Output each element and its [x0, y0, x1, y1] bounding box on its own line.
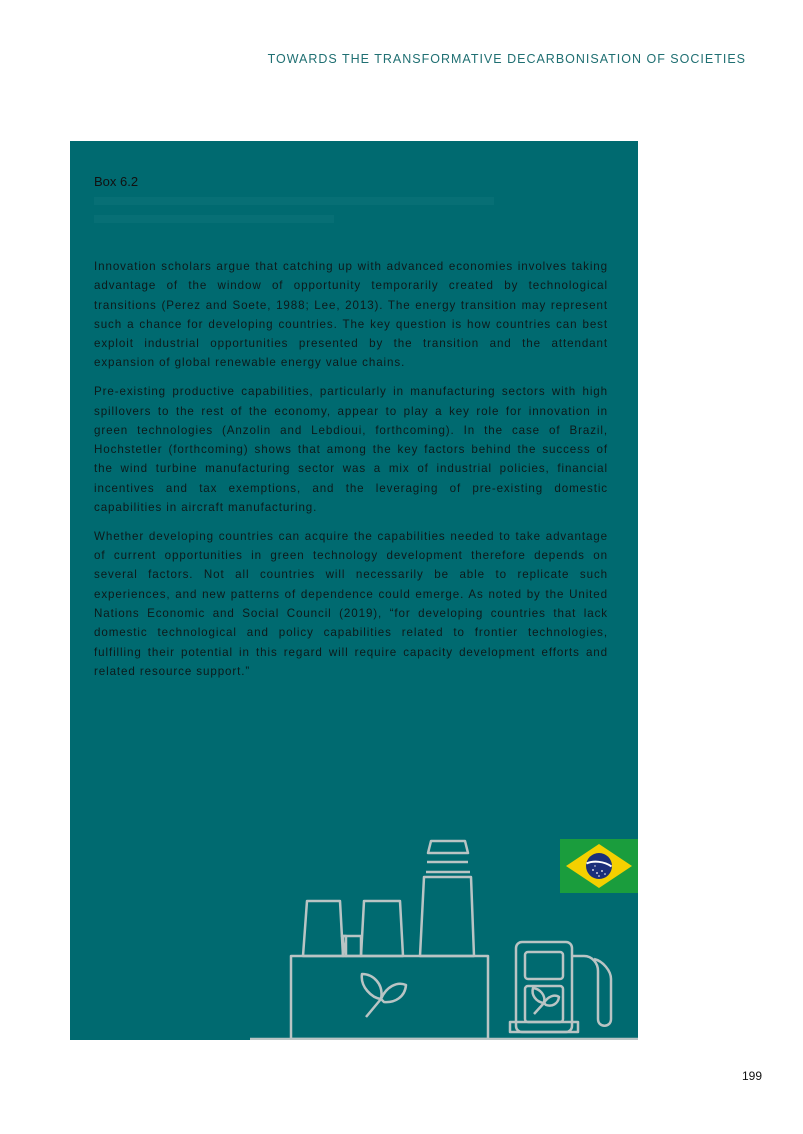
box-paragraph-1: Innovation scholars argue that catching up with advanced economies involves taking advantage of the window of opportunity temporarily created by technological transitions (Perez and Soete, 1988; Lee, 2013). The energy transition may represent such a chance for developing countries. The key question is how countries can best exploit industrial opportunities presented by the transition and the attendant expansion of global renewable energy value chains.	[94, 260, 608, 370]
running-header: TOWARDS THE TRANSFORMATIVE DECARBONISATION OF SOCIETIES	[267, 52, 746, 66]
industry-illustration	[70, 141, 638, 1040]
factory-icon	[291, 841, 488, 1039]
box-6-2	[70, 141, 638, 1040]
leaf-icon	[362, 974, 406, 1017]
brazil-flag-icon	[560, 839, 638, 893]
fuel-pump-icon	[510, 942, 611, 1032]
box-paragraph-3: Whether developing countries can acquire the capabilities needed to take advantage of current opportunities in green technology development therefore depends on several factors. Not all countries will necessarily be able to replicate such experiences, and new patterns of dependence could emerge. As noted by the United Nations Economic and Social Council (2019), “for developing countries that lack domestic technological and policy capabilities related to frontier technologies, fulfilling their potential in this regard will require capacity development efforts and related resource support.”	[94, 529, 608, 678]
box-label: Box 6.2	[94, 174, 139, 189]
box-paragraph-2: Pre-existing productive capabilities, particularly in manufacturing sectors with high spillovers to the rest of the economy, appear to play a key role for innovation in green technologies (Anzolin and Lebdioui, forthcoming). In the case of Brazil, Hochstetler (forthcoming) shows that among the key factors behind the success of the wind turbine manufacturing sector was a mix of industrial policies, financial incentives and tax exemptions, and the leveraging of pre-existing domestic capabilities in aircraft manufacturing.	[94, 385, 608, 515]
page-number: 199	[741, 1069, 762, 1083]
